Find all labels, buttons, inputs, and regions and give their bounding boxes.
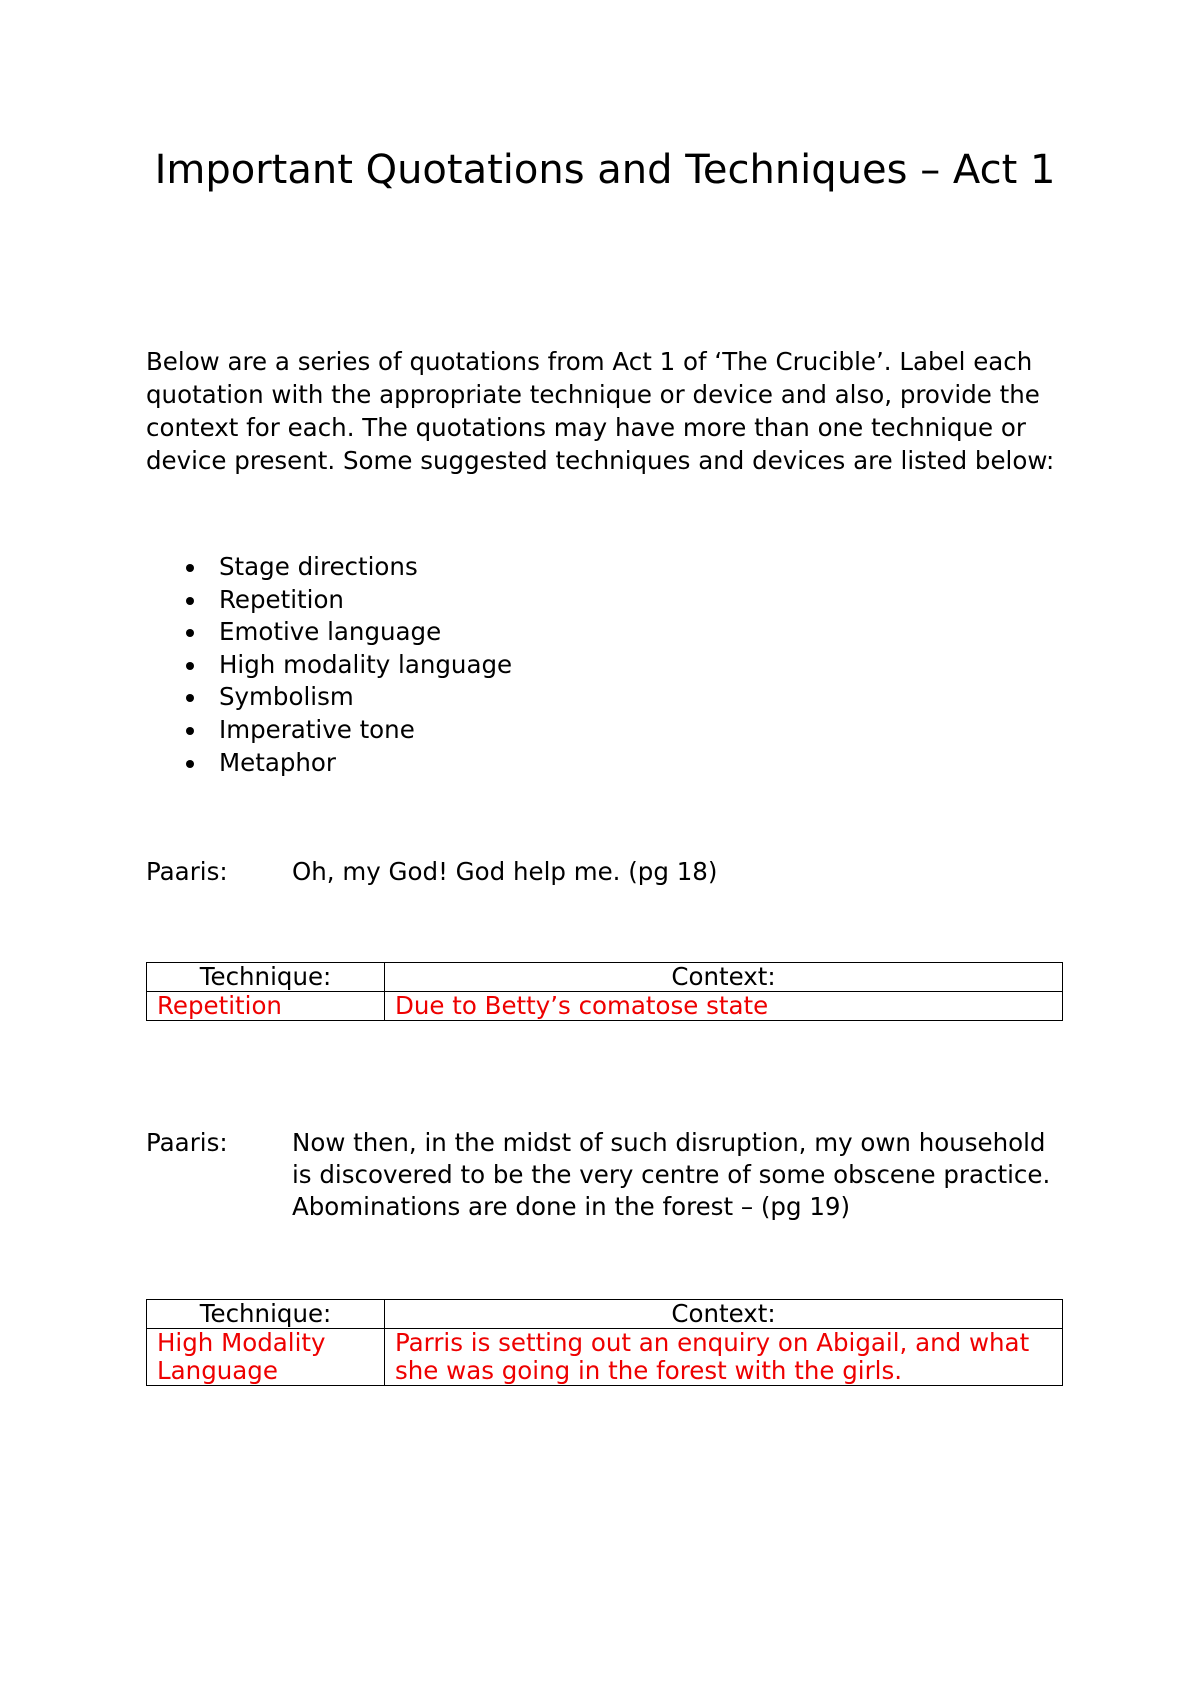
bullet-icon bbox=[186, 694, 194, 702]
answer-table-2 bbox=[146, 1299, 1063, 1386]
bullet-icon bbox=[186, 629, 194, 637]
list-item bbox=[146, 584, 1046, 617]
technique-label: Repetition bbox=[219, 584, 344, 614]
quote-line: is discovered to be the very centre of some obscene practice. bbox=[292, 1160, 1051, 1189]
bullet-icon bbox=[186, 662, 194, 670]
list-item bbox=[146, 551, 1046, 584]
table-header-row bbox=[147, 1300, 1063, 1329]
technique-list bbox=[146, 551, 1046, 779]
speaker-label: Paaris: bbox=[146, 1128, 228, 1157]
technique-label: Metaphor bbox=[219, 747, 336, 777]
technique-label: Stage directions bbox=[219, 552, 418, 581]
technique-answer: Repetition bbox=[147, 992, 385, 1021]
speaker-label: Paaris: bbox=[146, 857, 228, 886]
list-item bbox=[146, 714, 1046, 747]
technique-label: Emotive language bbox=[219, 617, 442, 647]
bullet-icon bbox=[186, 760, 194, 768]
quote-line: Now then, in the midst of such disruption, my own household bbox=[292, 1128, 1046, 1157]
context-header: Context: bbox=[385, 1300, 1063, 1329]
table-header-row bbox=[147, 963, 1063, 992]
technique-header: Technique: bbox=[147, 1300, 385, 1329]
technique-header: Technique: bbox=[147, 963, 385, 992]
bullet-icon bbox=[186, 727, 194, 735]
table-row bbox=[147, 992, 1063, 1021]
technique-answer: High Modality Language bbox=[147, 1329, 385, 1386]
instructions-paragraph: Below are a series of quotations from Act 1 of ‘The Crucible’. Label each quotation with the appropriate technique or device and also, provide the context for each. The quotations may have more than one technique or device present. Some suggested techniques and devices are listed below: bbox=[146, 347, 1055, 475]
answer-table-1 bbox=[146, 962, 1063, 1021]
list-item bbox=[146, 616, 1046, 649]
bullet-icon bbox=[186, 564, 194, 572]
technique-label: Symbolism bbox=[219, 682, 354, 712]
page-title: Important Quotations and Techniques – Act 1 bbox=[154, 147, 1056, 193]
quote-line: Abominations are done in the forest – (pg 19) bbox=[292, 1192, 851, 1221]
technique-label: High modality language bbox=[219, 649, 513, 679]
table-row bbox=[147, 1329, 1063, 1386]
list-item bbox=[146, 747, 1046, 780]
context-answer: Parris is setting out an enquiry on Abigail, and what she was going in the forest with the girls. bbox=[385, 1329, 1063, 1386]
quote-line: Oh, my God! God help me. (pg 18) bbox=[292, 857, 718, 886]
technique-label: Imperative tone bbox=[219, 714, 415, 744]
bullet-icon bbox=[186, 597, 194, 605]
context-header: Context: bbox=[385, 963, 1063, 992]
list-item bbox=[146, 681, 1046, 714]
list-item bbox=[146, 649, 1046, 682]
context-answer: Due to Betty’s comatose state bbox=[385, 992, 1063, 1021]
